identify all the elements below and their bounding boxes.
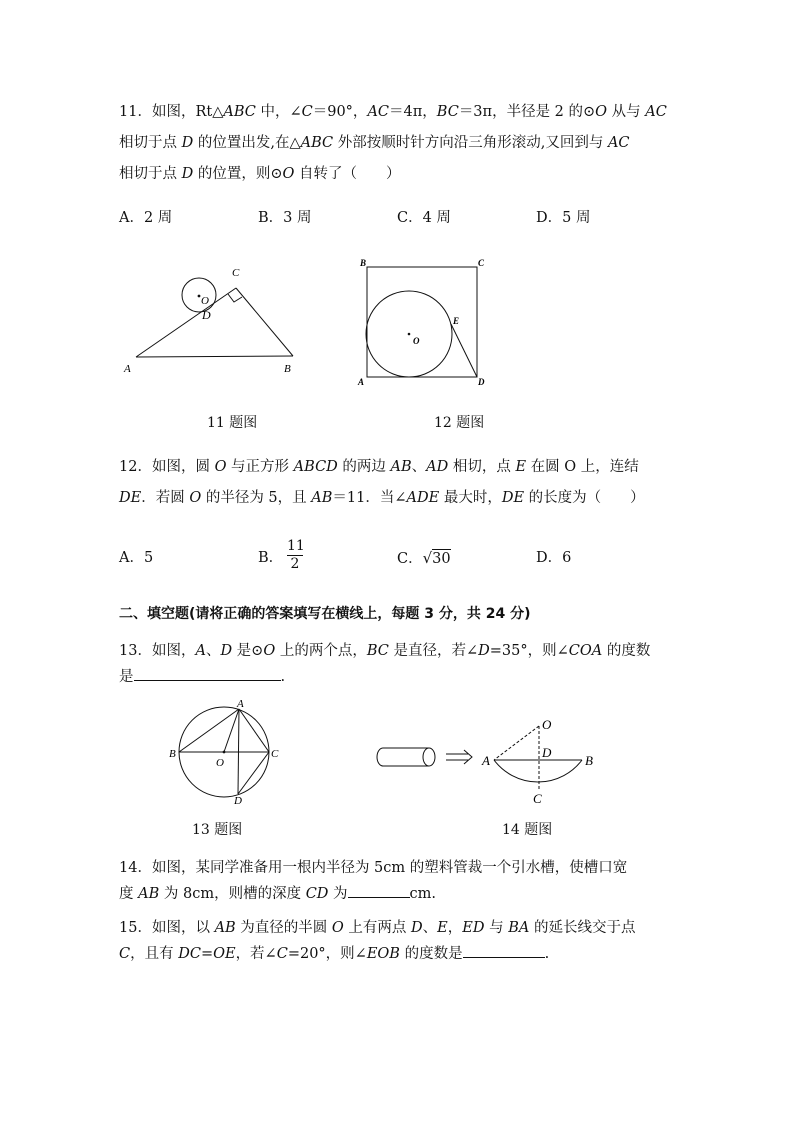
q12-fraction-denominator: 2 (290, 556, 300, 572)
q14-caption: 14 题图 (502, 822, 553, 838)
q13-label-d: D (234, 795, 242, 807)
q12-caption: 12 题图 (434, 415, 485, 431)
q13-answer-blank[interactable] (134, 666, 281, 681)
q11-caption: 11 题图 (207, 415, 258, 431)
q11-label-b: B (284, 363, 291, 375)
q12-label-c: C (478, 258, 485, 268)
q11-line-3: 相切于点 D 的位置，则⊙O 自转了（ ） (119, 166, 401, 182)
q11-line-1: 11．如图，Rt△ABC 中，∠C＝90°，AC＝4π，BC＝3π，半径是 2 的⊙O 从与 AC (119, 104, 667, 120)
q15-answer-blank[interactable] (463, 943, 545, 958)
q14-label-a: A (482, 753, 490, 768)
q11-label-a: A (124, 363, 131, 375)
q11-figure (118, 258, 308, 380)
q11-option-d: D．5 周 (536, 210, 591, 226)
q12-option-b-fraction (287, 538, 303, 573)
q11-line-2: 相切于点 D 的位置出发,在△ABC 外部按顺时针方向沿三角形滚动,又回到与 AC (119, 135, 630, 151)
q12-label-a: A (358, 377, 365, 387)
q14-label-c: C (533, 791, 542, 806)
q13-label-c: C (271, 748, 279, 760)
q11-option-b: B．3 周 (258, 210, 312, 226)
q14-line-2: 度 AB 为 8cm，则槽的深度 CD 为 cm. (119, 883, 436, 904)
q12-line-2: DE．若圆 O 的半径为 5，且 AB＝11．当∠ADE 最大时，DE 的长度为（ ） (119, 490, 645, 506)
q11-label-o: O (201, 295, 209, 307)
q13-line-2: 是 . (119, 666, 285, 687)
sqrt-icon: √ (422, 549, 433, 567)
q12-option-b: B． (258, 550, 284, 566)
q13-label-a: A (237, 698, 244, 710)
q14-label-o: O (542, 717, 552, 732)
q12-label-d: D (478, 377, 485, 387)
q12-option-a: A．5 (119, 550, 154, 566)
q12-label-b: B (360, 258, 367, 268)
q13-label-b: B (169, 748, 176, 760)
q12-line-1: 12．如图，圆 O 与正方形 ABCD 的两边 AB、AD 相切，点 E 在圆 O 上，连结 (119, 459, 639, 475)
q11-option-c: C．4 周 (397, 210, 451, 226)
q14-answer-blank[interactable] (348, 883, 410, 898)
q14-line-1: 14．如图，某同学准备用一根内半径为 5cm 的塑料管裁一个引水槽，使槽口宽 (119, 860, 628, 876)
q12-option-c-radicand: 30 (432, 551, 451, 567)
q14-label-d: D (542, 745, 552, 760)
q15-line-1: 15．如图，以 AB 为直径的半圆 O 上有两点 D、E，ED 与 BA 的延长线交于点 (119, 920, 636, 936)
q14-label-b: B (585, 753, 593, 768)
q12-fraction-numerator: 11 (287, 538, 305, 554)
q12-label-o: O (413, 336, 420, 346)
q13-line-1: 13．如图，A、D 是⊙O 上的两个点，BC 是直径，若∠D=35°，则∠COA 的度数 (119, 643, 651, 659)
q12-figure (354, 254, 494, 388)
q12-label-e: E (453, 316, 460, 326)
q15-line-2: C，且有 DC=OE，若∠C=20°，则∠EOB 的度数是 . (119, 943, 549, 964)
q13-figure (166, 696, 286, 808)
q12-option-d: D．6 (536, 550, 572, 566)
q13-label-o: O (216, 757, 224, 769)
q14-figure (373, 712, 603, 807)
section-2-title: 二、填空题(请将正确的答案填写在横线上，每题 3 分，共 24 分) (119, 606, 531, 622)
q11-option-a: A．2 周 (119, 210, 173, 226)
q11-label-c: C (232, 267, 240, 279)
q12-option-c: C．√30 (397, 549, 451, 567)
q13-caption: 13 题图 (192, 822, 243, 838)
q11-label-d: D (202, 308, 211, 322)
